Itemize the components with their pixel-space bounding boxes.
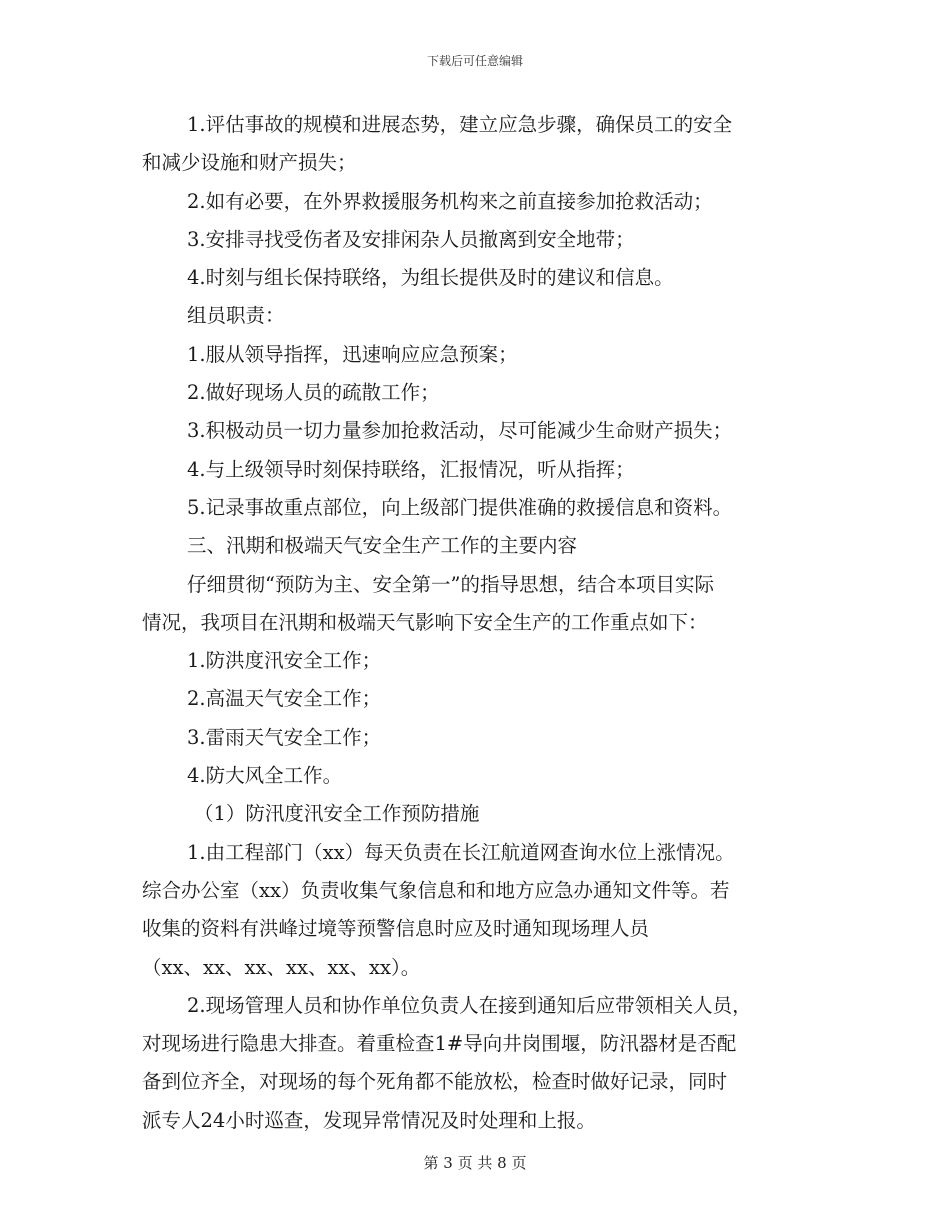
body-text-line: 2.如有必要，在外界救援服务机构来之前直接参加抢救活动； <box>187 189 713 213</box>
body-text-line: 情况，我项目在汛期和极端天气影响下安全生产的工作重点如下： <box>142 610 708 634</box>
body-text-line: 5.记录事故重点部位，向上级部门提供准确的救援信息和资料。 <box>187 495 733 519</box>
body-text-line: 1.由工程部门（xx）每天负责在长江航道网查询水位上涨情况。 <box>187 840 735 864</box>
body-text-line: 4.与上级领导时刻保持联络，汇报情况，听从指挥； <box>187 457 635 481</box>
body-text-line: （xx、xx、xx、xx、xx、xx）。 <box>142 955 421 979</box>
body-text-line: 1.评估事故的规模和进展态势，建立应急步骤，确保员工的安全 <box>187 113 733 136</box>
body-text-line: 对现场进行隐患大排查。着重检查1#导向井岗围堰，防汛器材是否配 <box>142 1032 737 1056</box>
body-text-line: （1）防汛度汛安全工作预防措施 <box>194 802 480 826</box>
body-text-line: 2.做好现场人员的疏散工作； <box>187 381 440 405</box>
body-text-line: 1.防洪度汛安全工作； <box>187 649 382 673</box>
body-text-line: 3.积极动员一切力量参加抢救活动，尽可能减少生命财产损失； <box>187 419 733 443</box>
document-body <box>142 106 810 1140</box>
body-text-line: 2.现场管理人员和协作单位负责人在接到通知后应带领相关人员， <box>187 993 752 1017</box>
body-text-line: 4.防大风全工作。 <box>187 764 343 788</box>
body-text-line: 1.服从领导指挥，迅速响应应急预案； <box>187 342 518 366</box>
body-text-line: 2.高温天气安全工作； <box>187 687 382 711</box>
body-text-line: 3.雷雨天气安全工作； <box>187 725 382 749</box>
body-text-line: 派专人24小时巡查，发现异常情况及时处理和上报。 <box>142 1108 596 1132</box>
body-text-line: 三、汛期和极端天气安全生产工作的主要内容 <box>187 534 578 558</box>
body-text-line: 仔细贯彻“预防为主、安全第一”的指导思想，结合本项目实际 <box>187 572 714 596</box>
body-text-line: 3.安排寻找受伤者及安排闲杂人员撤离到安全地带； <box>187 227 635 251</box>
page-number-footer: 第 3 页 共 8 页 <box>423 1154 527 1172</box>
body-text-line: 备到位齐全，对现场的每个死角都不能放松，检查时做好记录，同时 <box>142 1070 728 1094</box>
body-text-line: 4.时刻与组长保持联络，为组长提供及时的建议和信息。 <box>187 266 674 290</box>
body-text-line: 组员职责： <box>187 304 285 328</box>
body-text-line: 收集的资料有洪峰过境等预警信息时应及时通知现场理人员 <box>142 917 650 941</box>
body-text-line: 和减少设施和财产损失； <box>142 151 357 175</box>
body-text-line: 综合办公室（xx）负责收集气象信息和和地方应急办通知文件等。若 <box>142 878 730 902</box>
page-header-note: 下载后可任意编辑 <box>426 54 523 68</box>
